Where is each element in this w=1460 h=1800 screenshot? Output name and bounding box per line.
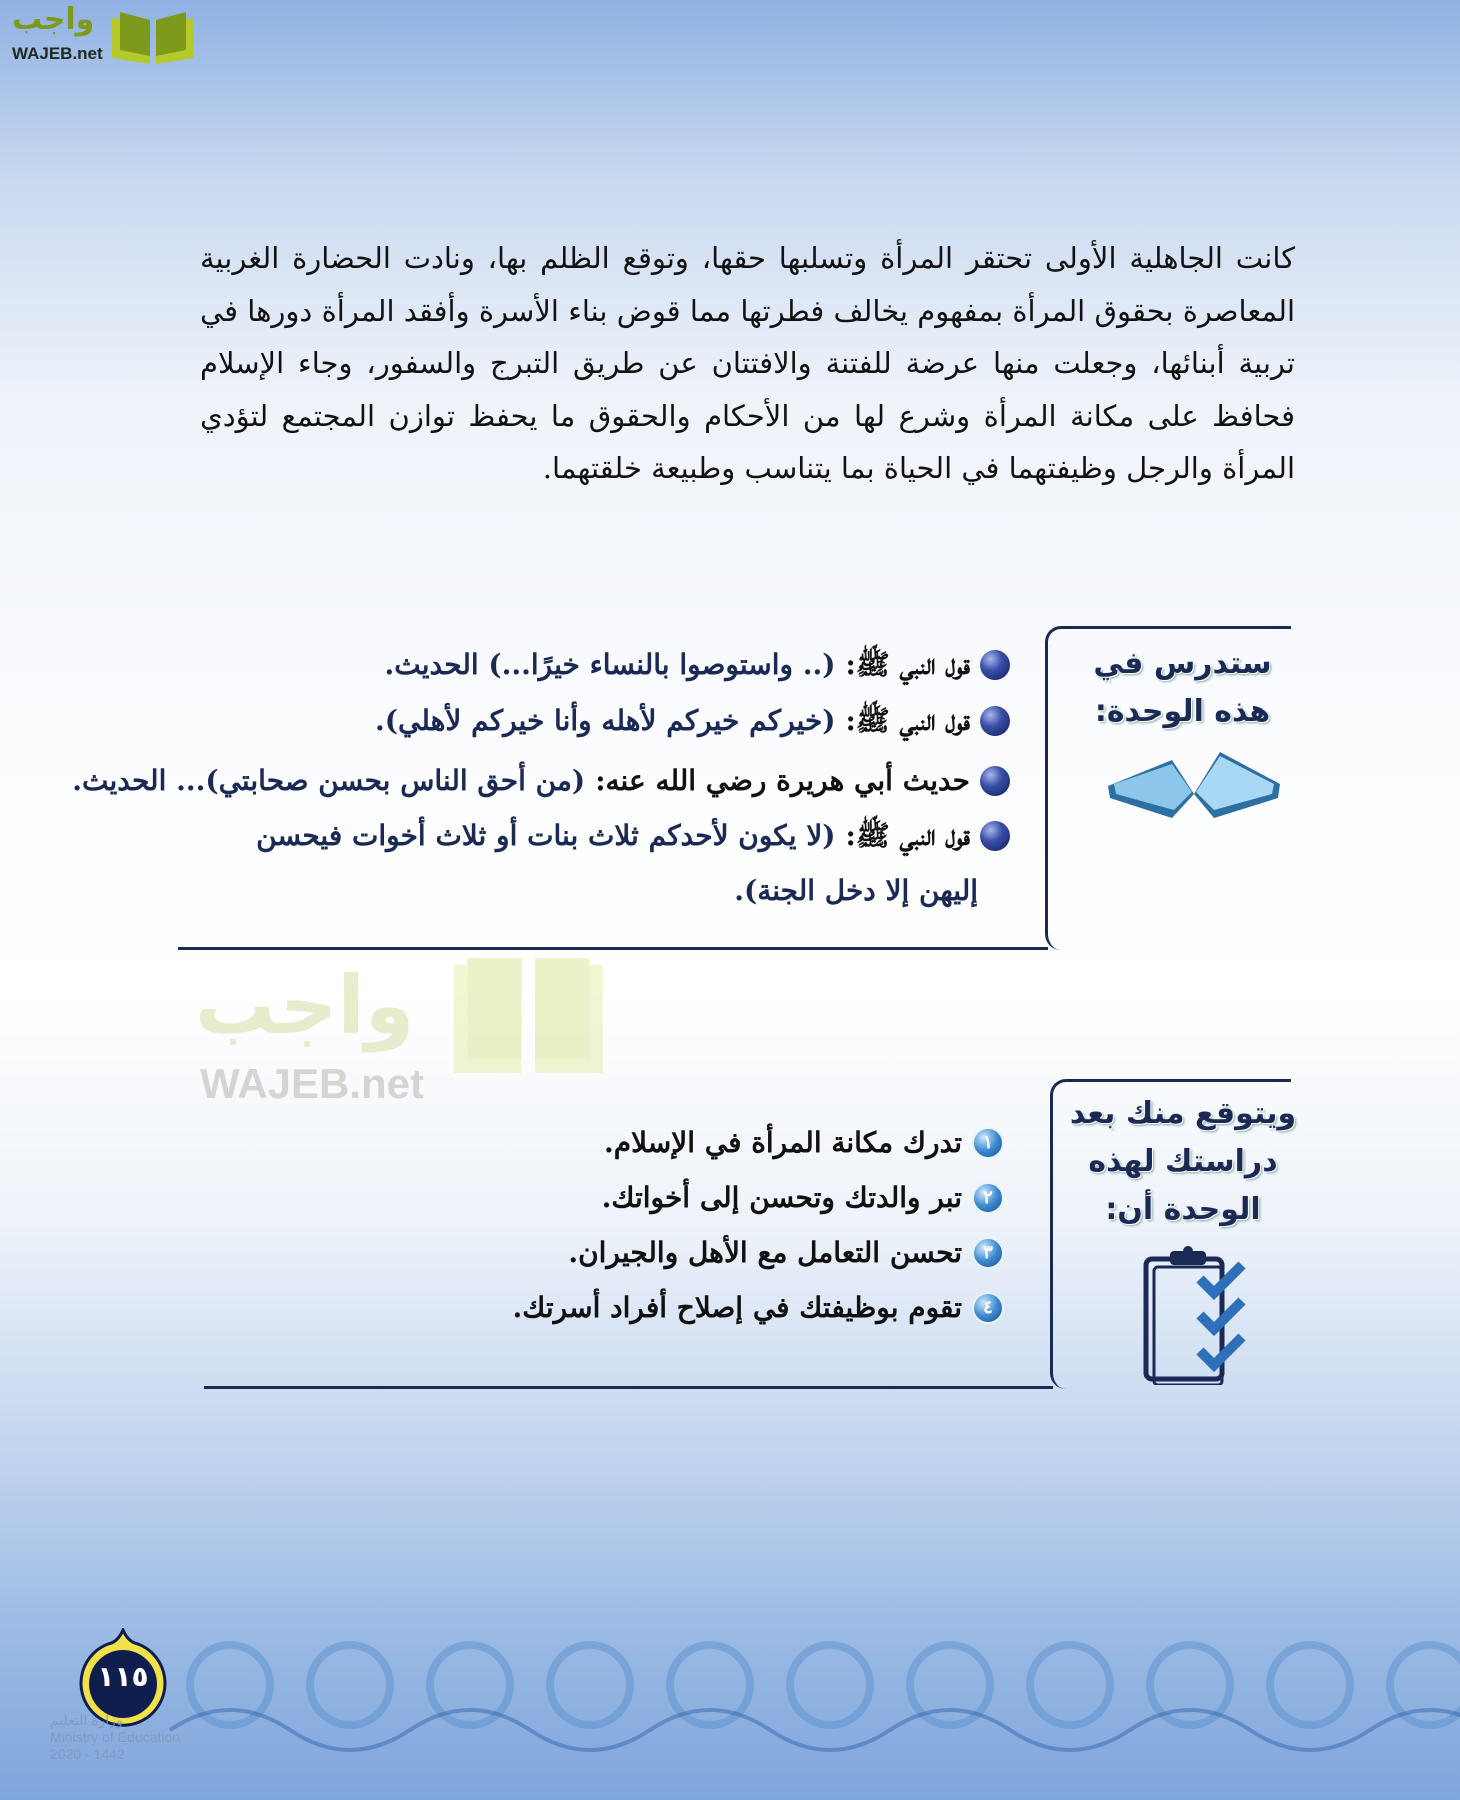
study-item-1 xyxy=(385,648,1010,682)
page-number: ١١٥ xyxy=(97,1660,149,1693)
book-logo-icon xyxy=(108,8,198,66)
number-badge-icon: ٤ xyxy=(972,1292,1004,1324)
study-title-line1: ستدرس في xyxy=(1093,646,1272,681)
goal-text: تحسن التعامل مع الأهل والجيران. xyxy=(568,1236,962,1269)
bullet-icon xyxy=(980,821,1010,851)
watermark-book-icon xyxy=(445,958,615,1073)
goal-text: تدرك مكانة المرأة في الإسلام. xyxy=(604,1126,962,1159)
bullet-icon xyxy=(980,650,1010,680)
open-book-icon xyxy=(1102,748,1286,820)
goals-title-line1: ويتوقع منك بعد xyxy=(1069,1096,1297,1131)
watermark-english: WAJEB.net xyxy=(200,1060,425,1107)
number-badge-icon: ١ xyxy=(972,1127,1004,1159)
goal-text: تبر والدتك وتحسن إلى أخواتك. xyxy=(601,1181,962,1214)
study-item-lead: حديث أبي هريرة رضي الله عنه: xyxy=(595,764,970,797)
study-bottom-rule xyxy=(178,947,1048,950)
study-item-2 xyxy=(375,704,1010,738)
study-item-quote: (من أحق الناس بحسن صحابتي)... الحديث. xyxy=(72,764,586,797)
checklist-clipboard-icon xyxy=(1142,1245,1252,1385)
study-title-line2: هذه الوحدة: xyxy=(1094,694,1271,729)
study-item-quote-continued: إليهن إلا دخل الجنة). xyxy=(734,874,978,907)
study-item-lead: قول النبي ﷺ: xyxy=(845,704,970,737)
ministry-arabic: وزارة التعليم xyxy=(50,1712,123,1728)
logo-english-text: WAJEB.net xyxy=(12,44,103,63)
edition-year: 2020 - 1442 xyxy=(50,1746,125,1762)
watermark xyxy=(195,958,625,1123)
study-item-3 xyxy=(72,764,1010,798)
logo-arabic-text: واجب xyxy=(12,2,95,37)
study-title xyxy=(1070,640,1295,736)
goals-title xyxy=(1068,1090,1298,1234)
goal-item-1 xyxy=(604,1126,1004,1160)
study-item-quote: (خيركم خيركم لأهله وأنا خيركم لأهلي). xyxy=(375,704,836,737)
bullet-icon xyxy=(980,706,1010,736)
ministry-mark xyxy=(50,1712,180,1763)
study-item-lead: قول النبي ﷺ: xyxy=(845,819,970,852)
ministry-english: Ministry of Education xyxy=(50,1729,180,1745)
decorative-ornament-band xyxy=(150,1630,1460,1760)
number-badge-icon: ٣ xyxy=(972,1237,1004,1269)
number-badge-icon: ٢ xyxy=(972,1182,1004,1214)
goals-title-line2: دراستك لهذه xyxy=(1088,1144,1278,1179)
goal-text: تقوم بوظيفتك في إصلاح أفراد أسرتك. xyxy=(512,1291,962,1324)
goal-item-2 xyxy=(602,1181,1004,1215)
study-item-quote: (لا يكون لأحدكم ثلاث بنات أو ثلاث أخوات فيحسن xyxy=(256,819,836,852)
study-item-quote: (.. واستوصوا بالنساء خيرًا...) الحديث. xyxy=(384,648,836,681)
bullet-icon xyxy=(980,766,1010,796)
study-item-4 xyxy=(256,819,1010,853)
watermark-arabic: واجب xyxy=(195,959,415,1052)
goals-title-line3: الوحدة أن: xyxy=(1105,1192,1261,1227)
intro-paragraph: كانت الجاهلية الأولى تحتقر المرأة وتسلبها حقها، وتوقع الظلم بها، ونادت الحضارة الغربية المعاصرة بحقوق المرأة بمفهوم يخالف فطرتها مما قوض بناء الأسرة وأفقد المرأة دورها في تربية أبنائها، وجعلت منها عرضة للفتنة والافتتان عن طريق التبرج والسفور، وجاء الإسلام فحافظ على مكانة المرأة وشرع لها من الأحكام والحقوق ما يحفظ توازن المجتمع لتؤدي المرأة والرجل وظيفتهما في الحياة بما يتناسب وطبيعة خلقتهما. xyxy=(200,241,1295,485)
goal-item-4 xyxy=(513,1291,1004,1325)
study-item-lead: قول النبي ﷺ: xyxy=(845,648,970,681)
goals-bottom-rule xyxy=(204,1386,1053,1389)
study-item-4-continued xyxy=(734,874,978,908)
goal-item-3 xyxy=(568,1236,1004,1270)
